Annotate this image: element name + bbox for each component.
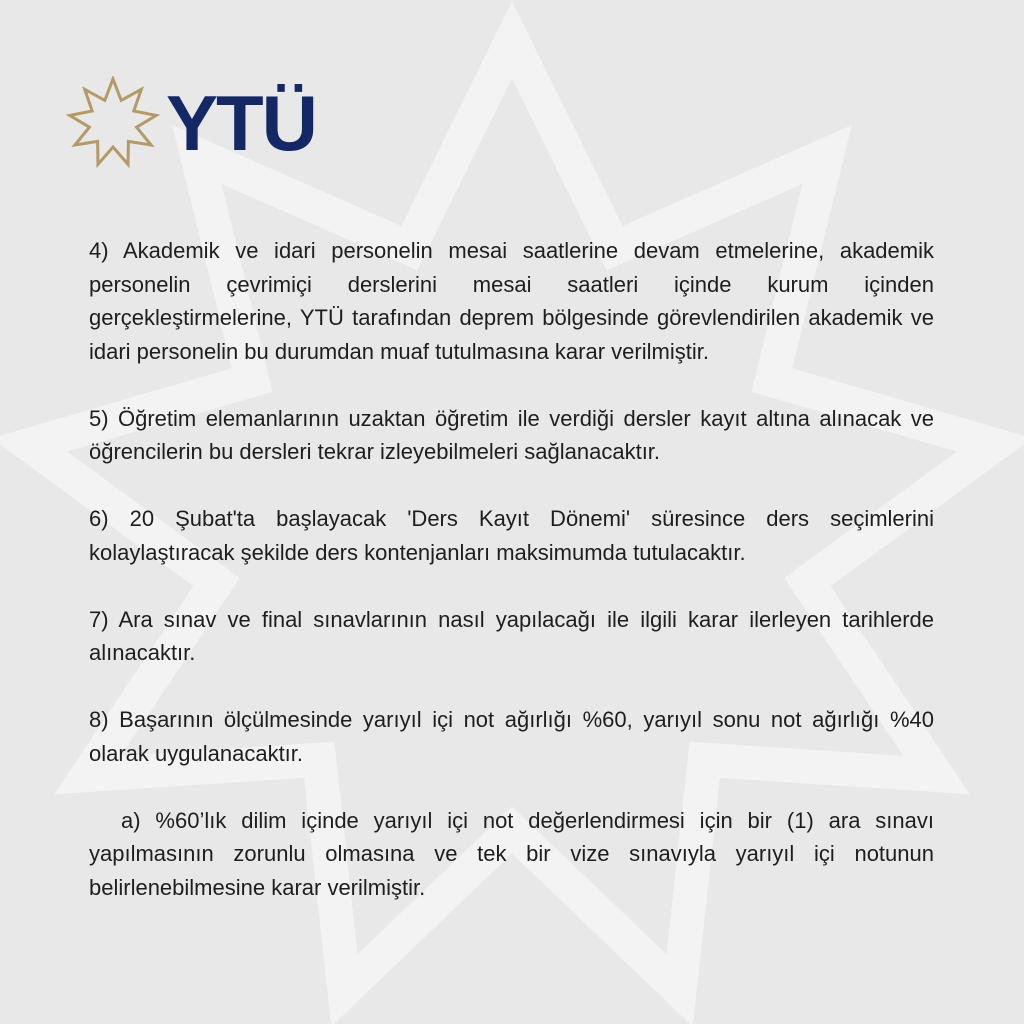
paragraph-item-5: 5) Öğretim elemanlarının uzaktan öğretim ile verdiği dersler kayıt altına alınacak ve öğrencilerin bu dersleri tekrar izleyebilmeleri sağlanacaktır. — [89, 405, 934, 464]
ytu-wordmark-text: YTÜ — [166, 84, 316, 164]
ytu-wordmark — [166, 84, 326, 164]
ytu-logo — [66, 76, 326, 172]
paragraph-item-7: 7) Ara sınav ve final sınavlarının nasıl yapılacağı ile ilgili karar ilerleyen tarihlerde alınacaktır. — [89, 606, 934, 665]
announcement-body — [89, 234, 934, 904]
paragraph-item-4: 4) Akademik ve idari personelin mesai saatlerine devam etmelerine, akademik personelin çevrimiçi derslerini mesai saatleri içinde kurum içinden gerçekleştirmelerine, YTÜ tarafından deprem bölgesinde görevlendirilen akademik ve idari personelin bu durumdan muaf tutulmasına karar verilmiştir. — [89, 238, 934, 364]
ytu-star-emblem-icon — [66, 76, 160, 170]
paragraph-item-8: 8) Başarının ölçülmesinde yarıyıl içi not ağırlığı %60, yarıyıl sonu not ağırlığı %40 olarak uygulanacaktır. — [89, 707, 934, 766]
paragraph-item-6: 6) 20 Şubat'ta başlayacak 'Ders Kayıt Dönemi' süresince ders seçimlerini kolaylaştıracak şekilde ders kontenjanları maksimumda tutulacaktır. — [89, 506, 934, 565]
paragraph-item-8a: a) %60’lık dilim içinde yarıyıl içi not değerlendirmesi için bir (1) ara sınavı yapılmasının zorunlu olmasına ve tek bir vize sınavıyla yarıyıl içi notunun belirlenebilmesine karar verilmiştir. — [89, 807, 934, 900]
